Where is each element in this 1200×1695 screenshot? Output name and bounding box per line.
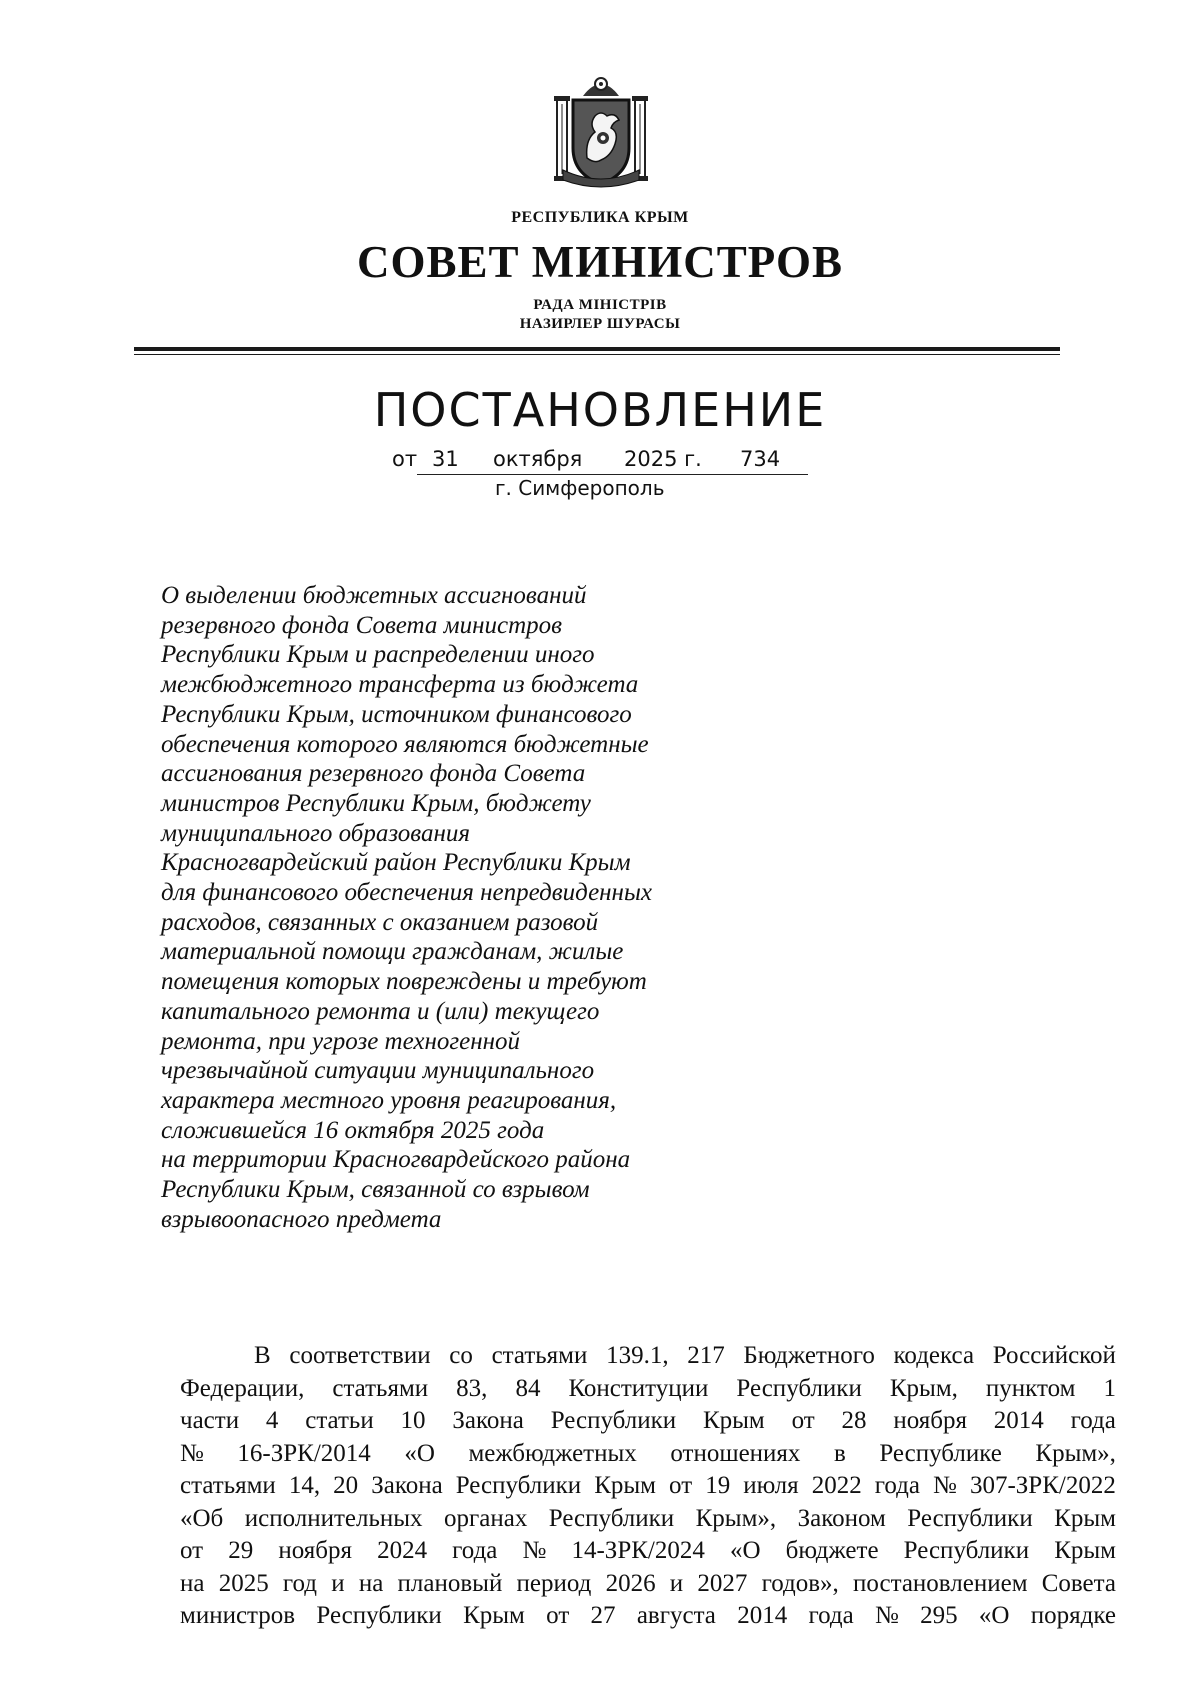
body-word: августа [636,1602,716,1629]
body-word: статьями [491,1342,588,1369]
council-title: СОВЕТ МИНИСТРОВ [356,237,844,287]
subject-line: взрывоопасного предмета [161,1205,442,1233]
subject-line: межбюджетного трансферта из бюджета [161,671,639,699]
body-word: года [874,1472,920,1499]
body-word: июля [743,1472,799,1499]
body-word: Крым [1054,1537,1116,1564]
body-word: 1 [1103,1374,1116,1402]
body-word: Республики [907,1504,1033,1532]
body-line [180,1535,1116,1568]
body-line [180,1470,1116,1503]
body-word: 4 [265,1407,279,1434]
body-line [180,1503,1116,1536]
body-word: Крым [702,1407,765,1434]
subject-line: обеспечения которого являются бюджетные [161,730,649,758]
body-word: части [180,1407,240,1434]
body-word: Крым», [695,1504,777,1532]
body-word: 83, [456,1374,488,1402]
council-title-crimean-tatar: НАЗИРЛЕР ШУРАСЫ [519,316,681,332]
subject-line: Республики Крым, источником финансового [161,700,632,728]
subject-line: материальной помощи гражданам, жилые [161,938,624,966]
body-word: года [452,1537,498,1564]
body-word: 10 [400,1407,426,1434]
body-word: Республике [879,1439,1002,1467]
body-word: 2022 [811,1472,862,1499]
body-word: года [808,1602,854,1629]
body-word: Республики [455,1472,582,1499]
subject-line: помещения которых повреждены и требуют [161,968,647,996]
body-word: 16-ЗРК/2014 [237,1439,371,1467]
subject-line: характера местного уровня реагирования, [161,1086,617,1114]
body-word: В [254,1342,271,1369]
body-word: № [874,1602,899,1629]
body-word: 217 [687,1342,725,1369]
coat-of-arms-icon [549,70,653,190]
body-word: и [331,1569,345,1597]
body-word: 14, [288,1472,321,1499]
body-word: бюджете [785,1537,879,1564]
document-body [180,1340,1116,1633]
subject-line: ремонта, при угрозе техногенной [161,1027,521,1055]
body-word: исполнительных [244,1504,423,1532]
body-word: Республики [548,1504,675,1532]
body-word: постановлением [852,1569,1028,1597]
dateline-underline [417,474,808,475]
subject-line: на территории Красногвардейского района [161,1146,631,1174]
body-word: от [791,1407,815,1434]
body-word: 2026 [605,1569,656,1597]
body-word: Республики [736,1374,862,1402]
body-word: Российской [992,1342,1116,1369]
subject-line: министров Республики Крым, бюджету [161,789,591,817]
body-word: «О [978,1602,1010,1629]
body-word: 19 [705,1472,731,1499]
date-month: октября [493,447,583,471]
body-word: год [282,1569,318,1597]
body-word: и [669,1569,684,1597]
body-word: 307-ЗРК/2022 [969,1472,1116,1499]
body-word: статьями [180,1472,276,1499]
date-day: 31 [432,447,459,471]
body-word: статьи [305,1407,374,1434]
body-word: отношениях [670,1439,801,1467]
subject-line: сложившейся 16 октября 2025 года [161,1116,545,1144]
body-word: плановый [397,1569,503,1597]
header-divider-thin [134,354,1060,355]
document-city: г. Симферополь [495,476,665,500]
body-word: Федерации, [180,1374,305,1402]
body-word: «Об [180,1504,224,1532]
subject-line: капитального ремонта и (или) текущего [161,997,600,1025]
body-word: 2024 [377,1537,428,1564]
body-word: на [180,1569,205,1597]
body-word: на [358,1569,384,1597]
body-word: соответствии [289,1342,431,1369]
body-word: статьями [332,1374,429,1402]
document-subject [161,581,781,1234]
body-word: Крым [594,1472,656,1499]
body-word: 20 [333,1472,359,1499]
body-word: 14-ЗРК/2024 [571,1537,705,1564]
body-word: 2025 [218,1569,269,1597]
body-word: Крым», [1035,1439,1116,1467]
subject-line: расходов, связанных с оказанием разовой [161,908,599,936]
date-year: 2025 г. [624,447,702,471]
council-title-ukrainian: РАДА МІНІСТРІВ [533,297,667,313]
body-word: № [933,1472,957,1499]
body-word: года [1070,1407,1116,1434]
body-word: 295 [920,1602,958,1629]
body-word: от [669,1472,693,1499]
republic-name: РЕСПУБЛИКА КРЫМ [511,209,689,226]
body-word: Закона [371,1472,443,1499]
body-word: Закона [452,1407,524,1434]
document-number: 734 [740,447,781,471]
body-word: № [522,1537,547,1564]
body-line [180,1373,1116,1406]
subject-line: Красногвардейский район Республики Крым [161,849,631,877]
body-word: 27 [590,1602,616,1629]
body-line [180,1568,1116,1601]
body-word: «О [729,1537,761,1564]
body-word: «О [404,1439,435,1467]
body-word: Законом [797,1504,886,1532]
subject-line: ассигнования резервного фонда Совета [161,760,586,788]
subject-line: для финансового обеспечения непредвиденных [161,879,652,907]
body-word: период [516,1569,592,1597]
body-line [180,1405,1116,1438]
body-line [180,1600,1116,1633]
body-word: от [180,1537,204,1564]
body-word: 2027 [697,1569,748,1597]
body-word: № [180,1439,204,1467]
body-word: Крым [463,1602,525,1629]
body-word: 139.1, [606,1342,669,1369]
body-word: Республики [903,1537,1030,1564]
body-word: 28 [841,1407,867,1434]
body-word: Бюджетного [743,1342,875,1369]
body-word: в [833,1439,846,1467]
body-word: 84 [515,1374,541,1402]
body-word: 2014 [737,1602,788,1629]
body-word: 2014 [993,1407,1044,1434]
body-word: со [449,1342,473,1369]
body-word: Республики [550,1407,677,1434]
body-word: 29 [228,1537,254,1564]
body-word: годов», [761,1569,839,1597]
subject-line: Республики Крым и распределении иного [161,641,595,669]
body-word: кодекса [893,1342,975,1369]
body-word: органах [444,1504,528,1532]
subject-line: муниципального образования [161,819,471,847]
subject-line: чрезвычайной ситуации муниципального [161,1057,595,1085]
body-word: пунктом [985,1374,1076,1402]
body-line [180,1340,1116,1373]
body-word: Крым, [889,1374,958,1402]
body-word: от [546,1602,570,1629]
document-type-title: ПОСТАНОВЛЕНИЕ [373,383,827,437]
body-word: министров [180,1602,296,1629]
body-word: Конституции [568,1374,709,1402]
body-word: Крым [1054,1504,1116,1532]
subject-line: Республики Крым, связанной со взрывом [161,1176,590,1204]
body-line [180,1438,1116,1471]
body-word: Республики [316,1602,442,1629]
date-prefix: от [392,447,418,471]
body-word: межбюджетных [468,1439,637,1467]
subject-line: резервного фонда Совета министров [161,611,563,639]
subject-line: О выделении бюджетных ассигнований [161,582,587,609]
body-word: ноября [278,1537,352,1564]
body-word: Совета [1041,1569,1116,1597]
body-word: ноября [893,1407,967,1434]
header-divider-thick [134,347,1060,351]
body-word: порядке [1030,1602,1116,1629]
